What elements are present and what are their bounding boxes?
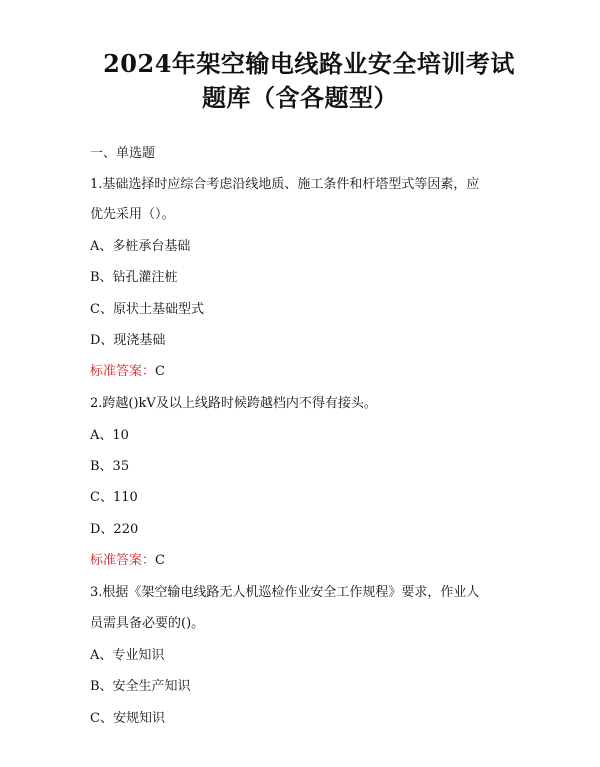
question-1-stem-line-2: 优先采用（）。: [90, 207, 175, 222]
question-2-answer: [90, 553, 165, 569]
question-1-option-b: B、钻孔灌注桩: [90, 270, 178, 285]
question-1-option-a: A、多桩承台基础: [90, 239, 191, 254]
question-1-stem-line-1: 1.基础选择时应综合考虑沿线地质、施工条件和杆塔型式等因素，应: [90, 177, 480, 192]
question-3-stem-line-2: 员需具备必要的()。: [90, 616, 205, 631]
question-2-stem-line-1: 2.跨越()kV及以上线路时候跨越档内不得有接头。: [90, 396, 377, 411]
question-3-option-c: C、安规知识: [90, 711, 165, 726]
question-3-stem-line-1: 3.根据《架空输电线路无人机巡检作业安全工作规程》要求，作业人: [90, 585, 480, 600]
question-2-option-d: D、220: [90, 522, 139, 537]
document-title-line-1: 2024年架空输电线路业安全培训考试: [103, 49, 515, 78]
answer-value: C: [155, 553, 165, 568]
section-heading: 一、单选题: [90, 146, 156, 161]
answer-label: 标准答案：: [90, 553, 156, 568]
question-2-option-b: B、35: [90, 459, 130, 474]
answer-value: C: [155, 364, 165, 379]
question-2-option-c: C、110: [90, 490, 138, 505]
question-3-option-b: B、安全生产知识: [90, 679, 191, 694]
question-1-option-d: D、现浇基础: [90, 333, 166, 348]
question-3-option-a: A、专业知识: [90, 648, 165, 663]
document-title-line-2: 题库（含各题型）: [202, 83, 398, 112]
question-2-option-a: A、10: [90, 428, 129, 443]
question-1-option-c: C、原状土基础型式: [90, 302, 204, 317]
question-1-answer: [90, 364, 165, 380]
answer-label: 标准答案：: [90, 364, 156, 379]
